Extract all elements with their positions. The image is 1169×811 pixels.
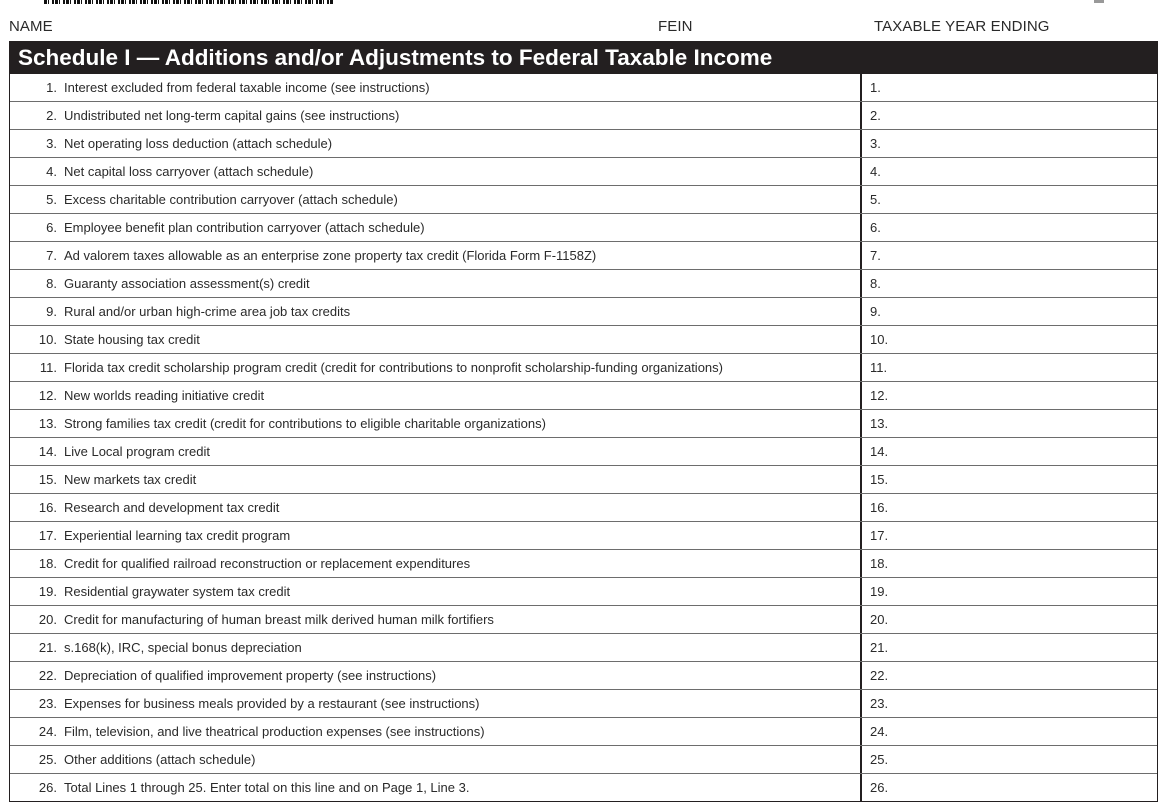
line-number: 8. [46,276,57,291]
line-label: Florida tax credit scholarship program credit (credit for contributions to nonprofit scholarship-funding organizations) [64,360,723,375]
schedule-line-row [10,298,1157,326]
schedule-line-row [10,410,1157,438]
schedule-line-row [10,550,1157,578]
line-description [29,466,196,493]
line-label: Net operating loss deduction (attach schedule) [64,136,333,151]
schedule-line-row [10,466,1157,494]
line-label: Undistributed net long-term capital gains (see instructions) [64,108,400,123]
line-number: 10. [38,332,57,347]
line-number: 2. [46,108,57,123]
line-description [29,242,596,269]
barcode-strip [44,0,334,4]
line-amount-field[interactable]: 16. [870,500,889,515]
schedule-line-row [10,578,1157,606]
line-amount-field[interactable]: 14. [870,444,889,459]
line-description [29,662,436,689]
line-label: Credit for qualified railroad reconstruction or replacement expenditures [64,556,471,571]
line-label: Guaranty association assessment(s) credit [64,276,310,291]
line-description [29,690,479,717]
line-label: Credit for manufacturing of human breast milk derived human milk fortifiers [64,612,494,627]
line-amount-field[interactable]: 24. [870,724,889,739]
schedule-line-row [10,438,1157,466]
line-number: 6. [46,220,57,235]
line-number: 23. [38,696,57,711]
line-amount-field[interactable]: 6. [870,220,881,235]
line-amount-field[interactable]: 4. [870,164,881,179]
schedule-line-row [10,690,1157,718]
schedule-line-row [10,242,1157,270]
line-number: 12. [38,388,57,403]
schedule-line-row [10,382,1157,410]
line-description [29,494,279,521]
line-amount-field[interactable]: 9. [870,304,881,319]
line-amount-field[interactable]: 8. [870,276,881,291]
schedule-line-row [10,130,1157,158]
line-label: Ad valorem taxes allowable as an enterprise zone property tax credit (Florida Form F-1158Z) [64,248,597,263]
schedule-line-row [10,74,1157,102]
schedule-line-row [10,158,1157,186]
line-label: Experiential learning tax credit program [64,528,291,543]
line-number: 4. [46,164,57,179]
line-number: 20. [38,612,57,627]
line-amount-field[interactable]: 7. [870,248,881,263]
line-description [29,522,290,549]
line-amount-field[interactable]: 12. [870,388,889,403]
line-description [29,354,723,381]
line-label: Rural and/or urban high-crime area job tax credits [64,304,351,319]
line-label: Excess charitable contribution carryover (attach schedule) [64,192,398,207]
line-label: Strong families tax credit (credit for contributions to eligible charitable organizations) [64,416,546,431]
line-description [29,186,398,213]
name-label: NAME [9,18,53,35]
line-description [29,270,310,297]
line-label: Interest excluded from federal taxable income (see instructions) [64,80,430,95]
line-number: 18. [38,556,57,571]
line-number: 3. [46,136,57,151]
line-amount-field[interactable]: 21. [870,640,889,655]
line-label: Employee benefit plan contribution carryover (attach schedule) [64,220,425,235]
line-number: 17. [38,528,57,543]
schedule-line-row [10,522,1157,550]
line-amount-field[interactable]: 22. [870,668,889,683]
corner-mark [1094,0,1104,3]
taxpayer-header [0,18,1169,38]
line-number: 11. [39,360,57,375]
line-description [29,438,210,465]
schedule-line-row [10,718,1157,746]
line-description [29,158,313,185]
line-label: Film, television, and live theatrical production expenses (see instructions) [64,724,485,739]
line-description [29,102,399,129]
line-label: Residential graywater system tax credit [64,584,291,599]
line-number: 19. [38,584,57,599]
line-description [29,74,430,101]
schedule-line-row [10,662,1157,690]
line-number: 25. [38,752,57,767]
line-description [29,298,350,325]
fein-label: FEIN [658,18,693,35]
schedule-line-row [10,634,1157,662]
line-label: Net capital loss carryover (attach schedule) [64,164,314,179]
schedule-line-row [10,746,1157,774]
line-number: 21. [38,640,57,655]
schedule-line-row [10,326,1157,354]
line-description [29,774,469,801]
line-description [29,214,425,241]
line-label: Research and development tax credit [64,500,280,515]
line-label: Other additions (attach schedule) [64,752,256,767]
line-number: 26. [38,780,57,795]
schedule-line-row [10,214,1157,242]
line-number: 7. [46,248,57,263]
line-amount-field[interactable]: 11. [870,360,888,375]
schedule-line-row [10,270,1157,298]
schedule-title: Schedule I — Additions and/or Adjustments to Federal Taxable Income [9,41,1158,74]
line-amount-field[interactable]: 25. [870,752,889,767]
line-number: 5. [46,192,57,207]
line-amount-field[interactable]: 5. [870,192,881,207]
line-amount-field[interactable]: 19. [870,584,889,599]
line-amount-field[interactable]: 3. [870,136,881,151]
schedule-line-row [10,494,1157,522]
line-amount-field[interactable]: 13. [870,416,889,431]
schedule-line-row [10,774,1157,802]
line-label: New worlds reading initiative credit [64,388,265,403]
line-description [29,326,200,353]
schedule-line-row [10,606,1157,634]
schedule-lines-table [9,74,1158,802]
line-amount-field[interactable]: 23. [870,696,889,711]
line-amount-field[interactable]: 20. [870,612,889,627]
line-amount-field[interactable]: 18. [870,556,889,571]
schedule-line-row [10,102,1157,130]
line-amount-field[interactable]: 17. [870,528,889,543]
line-number: 13. [38,416,57,431]
line-label: Live Local program credit [64,444,210,459]
line-label: Total Lines 1 through 25. Enter total on this line and on Page 1, Line 3. [64,780,470,795]
line-amount-field[interactable]: 1. [870,80,881,95]
line-label: Depreciation of qualified improvement property (see instructions) [64,668,437,683]
line-description [29,578,290,605]
line-description [29,746,256,773]
line-description [29,606,494,633]
line-amount-field[interactable]: 15. [870,472,889,487]
line-number: 16. [38,500,57,515]
schedule-line-row [10,354,1157,382]
line-description [29,634,302,661]
line-number: 22. [38,668,57,683]
line-description [29,718,485,745]
line-label: Expenses for business meals provided by a restaurant (see instructions) [64,696,480,711]
line-description [29,550,470,577]
line-number: 24. [38,724,57,739]
line-number: 15. [38,472,57,487]
line-number: 1. [46,80,57,95]
line-amount-field[interactable]: 26. [870,780,889,795]
line-number: 9. [46,304,57,319]
taxable-year-ending-label: TAXABLE YEAR ENDING [874,18,1050,35]
line-description [29,410,546,437]
line-label: State housing tax credit [64,332,200,347]
line-amount-field[interactable]: 10. [870,332,889,347]
schedule-line-row [10,186,1157,214]
line-description [29,130,332,157]
line-amount-field[interactable]: 2. [870,108,881,123]
line-number: 14. [38,444,57,459]
line-label: New markets tax credit [64,472,197,487]
line-label: s.168(k), IRC, special bonus depreciation [64,640,302,655]
line-description [29,382,264,409]
